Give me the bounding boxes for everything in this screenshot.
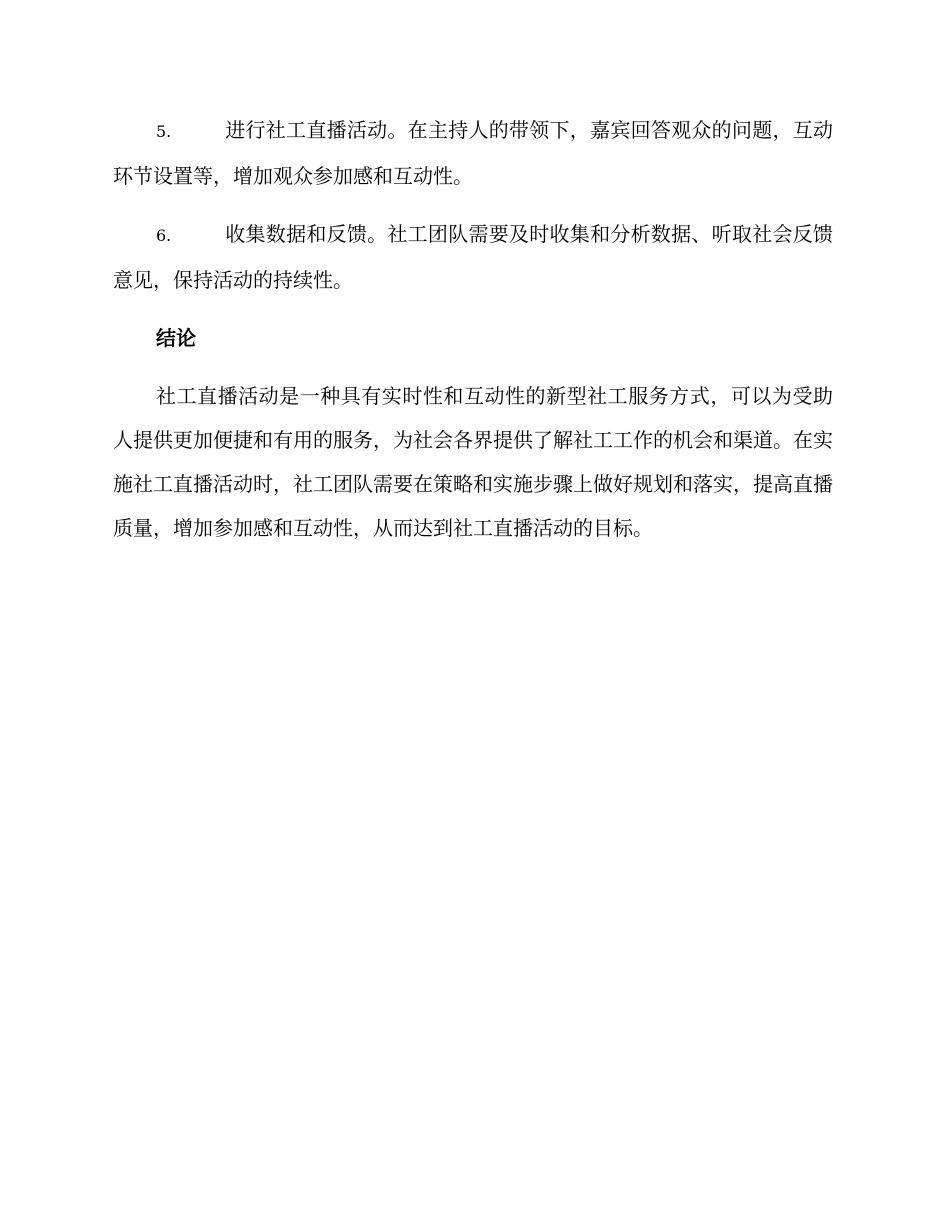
list-item-5 (113, 108, 833, 198)
list-number: 5. (156, 122, 172, 141)
document-content (113, 108, 833, 550)
list-item-text: 进行社工直播活动。在主持人的带领下，嘉宾回答观众的问题，互动环节设置等，增加观众参加感和互动性。 (113, 118, 833, 188)
list-item-text: 收集数据和反馈。社工团队需要及时收集和分析数据、听取社会反馈意见，保持活动的持续性。 (113, 222, 833, 292)
list-number: 6. (156, 226, 172, 245)
conclusion-heading: 结论 (156, 326, 196, 350)
conclusion-paragraph: 社工直播活动是一种具有实时性和互动性的新型社工服务方式，可以为受助人提供更加便捷和有用的服务，为社会各界提供了解社工工作的机会和渠道。在实施社工直播活动时，社工团队需要在策略和实施步骤上做好规划和落实，提高直播质量，增加参加感和互动性，从而达到社工直播活动的目标。 (113, 384, 833, 540)
list-item-6 (113, 212, 833, 302)
